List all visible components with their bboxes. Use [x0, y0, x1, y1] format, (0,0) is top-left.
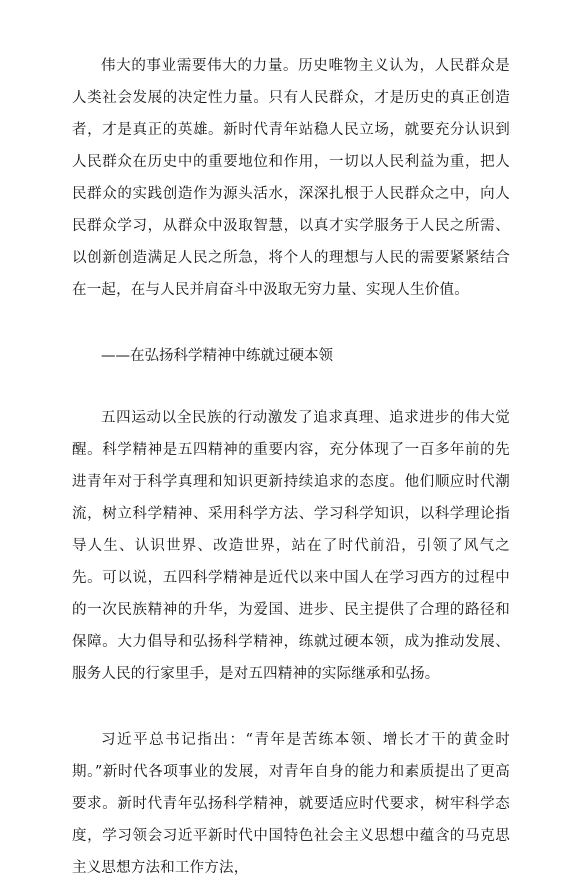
paragraph-youth-skills: 习近平总书记指出：“青年是苦练本领、增长才干的黄金时期。”新时代各项事业的发展，对青年自身的能力和素质提出了更高要求。新时代青年弘扬科学精神，就要适应时代要求，树牢科学态度，学习领会习近平新时代中国特色社会主义思想中蕴含的马克思主义思想方法和工作方法， — [72, 732, 510, 876]
paragraph-may-fourth-science: 五四运动以全民族的行动激发了追求真理、追求进步的伟大觉醒。科学精神是五四精神的重要内容，充分体现了一百多年前的先进青年对于科学真理和知识更新持续追求的态度。他们顺应时代潮流，树立科学精神、采用科学方法、学习科学知识，以科学理论指导人生、认识世界、改造世界，站在了时代前沿，引领了风气之先。可以说，五四科学精神是近代以来中国人在学习西方的过程中的一次民族精神的升华，为爱国、进步、民主提供了合理的路径和保障。大力倡导和弘扬科学精神，练就过硬本领，成为推动发展、服务人民的行家里手，是对五四精神的实际继承和弘扬。 — [72, 410, 510, 682]
paragraph-people-strength: 伟大的事业需要伟大的力量。历史唯物主义认为，人民群众是人类社会发展的决定性力量。只有人民群众，才是历史的真正创造者，才是真正的英雄。新时代青年站稳人民立场，就要充分认识到人民群众在历史中的重要地位和作用，一切以人民利益为重，把人民群众的实践创造作为源头活水，深深扎根于人民群众之中，向人民群众学习，从群众中汲取智慧，以真才实学服务于人民之所需、以创新创造满足人民之所急，将个人的理想与人民的需要紧紧结合在一起，在与人民并肩奋斗中汲取无穷力量、实现人生价值。 — [72, 58, 510, 298]
section-heading-science-spirit: ——在弘扬科学精神中练就过硬本领 — [101, 348, 333, 364]
paragraph-spacer — [72, 306, 510, 340]
paragraph-spacer — [72, 690, 510, 724]
paragraph-spacer — [72, 372, 510, 402]
